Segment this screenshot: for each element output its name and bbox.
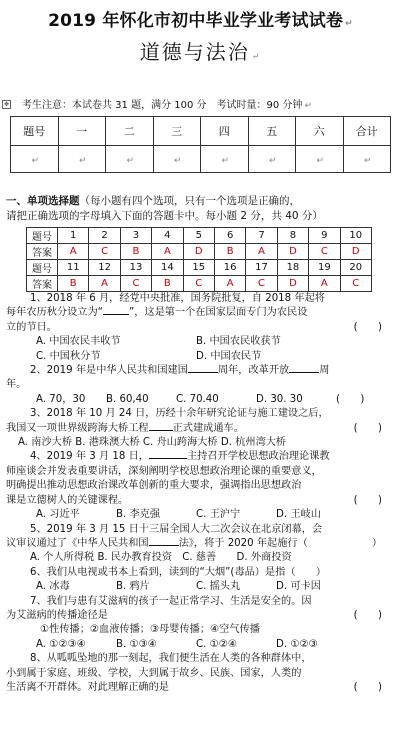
question-number: 16 — [214, 260, 245, 276]
option-a[interactable]: A. ①②③④ — [36, 638, 86, 650]
exam-subject: 道德与法治 ↵ — [139, 40, 262, 64]
q3-text: 3、2018 年 10 月 24 日，历经十余年研究论证与施工建设之后， — [30, 408, 329, 420]
answer-cell[interactable]: C — [120, 276, 151, 292]
question-number: 4 — [152, 228, 183, 244]
option-c[interactable]: C. 王沪宁 — [196, 509, 241, 521]
option-a[interactable]: A. 70，30 — [36, 393, 86, 405]
answer-table-label: 题号 — [27, 260, 58, 276]
q8-text-3: 生活离不开群体。对此理解正确的是 ( ) — [6, 681, 396, 695]
answer-cell[interactable]: B — [214, 244, 245, 260]
q4-blank[interactable] — [149, 458, 187, 459]
question-number: 18 — [277, 260, 308, 276]
answer-cell[interactable]: B — [152, 276, 183, 292]
question-number: 7 — [246, 228, 277, 244]
q2-text-2: 年。 — [6, 379, 27, 391]
score-cell[interactable]: ↵ — [153, 146, 201, 173]
question-number: 20 — [340, 260, 371, 276]
answer-table-label: 答案 — [27, 244, 58, 260]
answer-cell[interactable]: D — [340, 244, 371, 260]
q6-text: 6、我们从电视或书本上看到，读到的“大烟”(毒品）是指（ ） — [30, 566, 327, 578]
q7-options — [6, 638, 396, 652]
question-number: 13 — [120, 260, 151, 276]
answer-paren: ( ) — [336, 393, 365, 405]
q4-text: 4、2019 年 3 月 18 日， 主持召开学校思想政治理论课教 — [30, 451, 330, 463]
option-d[interactable]: D. ①②③ — [276, 638, 318, 650]
score-header-cell: 三 — [153, 117, 201, 146]
answer-cell[interactable]: A — [246, 244, 277, 260]
answer-cell[interactable]: A — [152, 244, 183, 260]
option-b[interactable]: B. 中国农民收获节 — [196, 336, 281, 348]
option-d[interactable]: D. 中国农民节 — [196, 350, 262, 362]
option-c[interactable]: C. ①②④ — [196, 638, 237, 650]
q2-text: 2、2019 年是中华人民共和国建国 周年，改革开放 周 — [30, 365, 330, 377]
answer-cell[interactable]: C — [246, 276, 277, 292]
answer-paren: ( ) — [353, 609, 382, 621]
answer-table-label: 答案 — [27, 276, 58, 292]
answer-cell[interactable]: C — [340, 276, 371, 292]
q4-options — [6, 508, 396, 522]
q8-text: 8、从呱呱坠地的那一刻起，我们便生活在人类的各种群体中， — [30, 653, 312, 665]
answer-paren: ( ) — [353, 494, 382, 506]
option-d[interactable]: D. 可卡因 — [276, 581, 321, 593]
q7-items: ①性传播；②血液传播；③母婴传播；④空气传播 — [40, 624, 260, 636]
q3-options[interactable]: A. 南沙大桥 B. 港珠澳大桥 C. 舟山跨海大桥 D. 杭州湾大桥 — [18, 437, 287, 449]
option-a[interactable]: A. 冰毒 — [36, 581, 70, 593]
q3-text-2: 我国又一项世界级跨海大桥工程 正式建成通车。 ( ) — [6, 422, 396, 436]
q2-blank-1[interactable] — [188, 372, 218, 373]
section-title: 一、单项选择题 — [6, 195, 80, 207]
answer-cell[interactable]: C — [183, 276, 214, 292]
answer-cell[interactable]: A — [214, 276, 245, 292]
q5-options[interactable]: A. 个人所得税 B. 民办教育投资 C. 慈善 D. 外商投资 — [30, 552, 292, 564]
option-c[interactable]: C. 摇头丸 — [196, 581, 241, 593]
answer-cell[interactable]: A — [58, 244, 89, 260]
answer-paren: ( ) — [353, 321, 382, 333]
question-number: 17 — [246, 260, 277, 276]
q5-text: 5、2019 年 3 月 15 日十三届全国人大二次会议在北京闭幕，会 — [30, 523, 323, 535]
question-number: 3 — [120, 228, 151, 244]
score-cell[interactable]: ↵ — [201, 146, 249, 173]
option-a[interactable]: A. 中国农民丰收节 — [36, 336, 121, 348]
q1-blank[interactable] — [103, 314, 129, 315]
q5-blank[interactable] — [149, 545, 179, 546]
q4-text-2: 师座谈会并发表重要讲话，深刻阐明学校思想政治理论课的重要意义， — [6, 465, 322, 477]
answer-paren: ( ) — [353, 422, 382, 434]
question-number: 14 — [152, 260, 183, 276]
q3-blank[interactable] — [149, 430, 173, 431]
question-number: 15 — [183, 260, 214, 276]
score-header-cell: 一 — [58, 117, 106, 146]
score-cell[interactable]: ↵ — [11, 146, 59, 173]
option-b[interactable]: B. 鸦片 — [116, 581, 150, 593]
question-list — [6, 292, 396, 695]
answer-cell[interactable]: C — [309, 244, 340, 260]
question-number: 6 — [214, 228, 245, 244]
question-number: 11 — [58, 260, 89, 276]
score-header-cell: 题号 — [11, 117, 59, 146]
answer-cell[interactable]: D — [277, 276, 308, 292]
section-intro: （每小题有四个选项，只有一个选项是正确的， — [79, 195, 300, 207]
question-number: 9 — [309, 228, 340, 244]
score-cell[interactable]: ↵ — [58, 146, 106, 173]
question-number: 10 — [340, 228, 371, 244]
answer-cell[interactable]: B — [120, 244, 151, 260]
q1-options-2 — [6, 350, 396, 364]
question-number: 8 — [277, 228, 308, 244]
score-cell[interactable]: ↵ — [106, 146, 154, 173]
q7-text-2: 为艾滋病的传播途径是 ( ) — [6, 609, 396, 623]
question-number: 2 — [89, 228, 120, 244]
q7-text: 7、我们与患有艾滋病的孩子一起正常学习、生活是安全的。因 — [30, 595, 312, 607]
q2-blank-2[interactable] — [289, 372, 319, 373]
question-number: 19 — [309, 260, 340, 276]
q4-text-4: 课是立德树人的关键课程。 ( ) — [6, 494, 396, 508]
answer-paren: ( ) — [353, 681, 382, 693]
exam-title: 2019 年怀化市初中毕业学业考试试卷 ↵ — [48, 11, 353, 31]
option-a[interactable]: A. 习近平 — [36, 509, 80, 521]
option-d[interactable]: D. 王岐山 — [276, 509, 321, 521]
answer-cell[interactable]: A — [89, 276, 120, 292]
answer-table-label: 题号 — [27, 228, 58, 244]
score-cell[interactable]: ↵ — [248, 146, 296, 173]
score-header-cell: 五 — [248, 117, 296, 146]
question-number: 5 — [183, 228, 214, 244]
section-heading — [6, 194, 396, 224]
option-c[interactable]: C. 中国秋分节 — [36, 350, 101, 362]
answer-cell[interactable]: B — [58, 276, 89, 292]
score-cell[interactable]: ↵ — [343, 146, 391, 173]
answer-cell[interactable]: D — [183, 244, 214, 260]
q8-text-2: 小到属于家庭、班级、学校，大到属于故乡、民族、国家，人类的 — [6, 667, 302, 679]
section-intro-2: 请把正确选项的字母填入下面的答题卡中。每小题 2 分，共 40 分） — [6, 210, 323, 222]
score-table — [10, 116, 391, 173]
move-anchor-icon[interactable]: ✥ — [3, 101, 10, 108]
q2-options — [6, 393, 396, 407]
question-number: 1 — [58, 228, 89, 244]
option-b[interactable]: B. 60,40 — [106, 393, 149, 405]
q1-text: 1、2018 年 6 月，经党中央批准，国务院批复，自 2018 年起将 — [30, 293, 325, 304]
answer-paren: ） — [371, 537, 382, 549]
answer-cell[interactable]: C — [89, 244, 120, 260]
exam-notice: 考生注意：本试卷共 31 题，满分 100 分 考试时量：90 分钟 ↵ — [22, 100, 312, 111]
q1-options — [6, 335, 396, 349]
score-header-cell: 六 — [296, 117, 344, 146]
q1-text-3: 立的节日。 ( ) — [6, 321, 396, 335]
q1-text-2: 每年农历秋分设立为“ ”，这是第一个在国家层面专门为农民设 — [6, 307, 308, 319]
score-header-cell: 合计 — [343, 117, 391, 146]
question-number: 12 — [89, 260, 120, 276]
score-header-cell: 四 — [201, 117, 249, 146]
option-b[interactable]: B. 李克强 — [116, 509, 161, 521]
q6-options — [6, 580, 396, 594]
option-d[interactable]: D. 30. 30 — [256, 393, 303, 405]
score-cell[interactable]: ↵ — [296, 146, 344, 173]
answer-cell[interactable]: A — [309, 276, 340, 292]
score-header-cell: 二 — [106, 117, 154, 146]
answer-table — [26, 227, 372, 292]
q5-text-2: 议审议通过了《中华人民共和国 法》，将于 2020 年起施行（ ） — [6, 537, 396, 551]
q4-text-3: 明确提出推动思想政治课改革创新的重大要求，强调指出思想政治 — [6, 480, 302, 492]
option-c[interactable]: C. 70.40 — [176, 393, 219, 405]
option-b[interactable]: B. ①③④ — [116, 638, 157, 650]
answer-cell[interactable]: D — [277, 244, 308, 260]
